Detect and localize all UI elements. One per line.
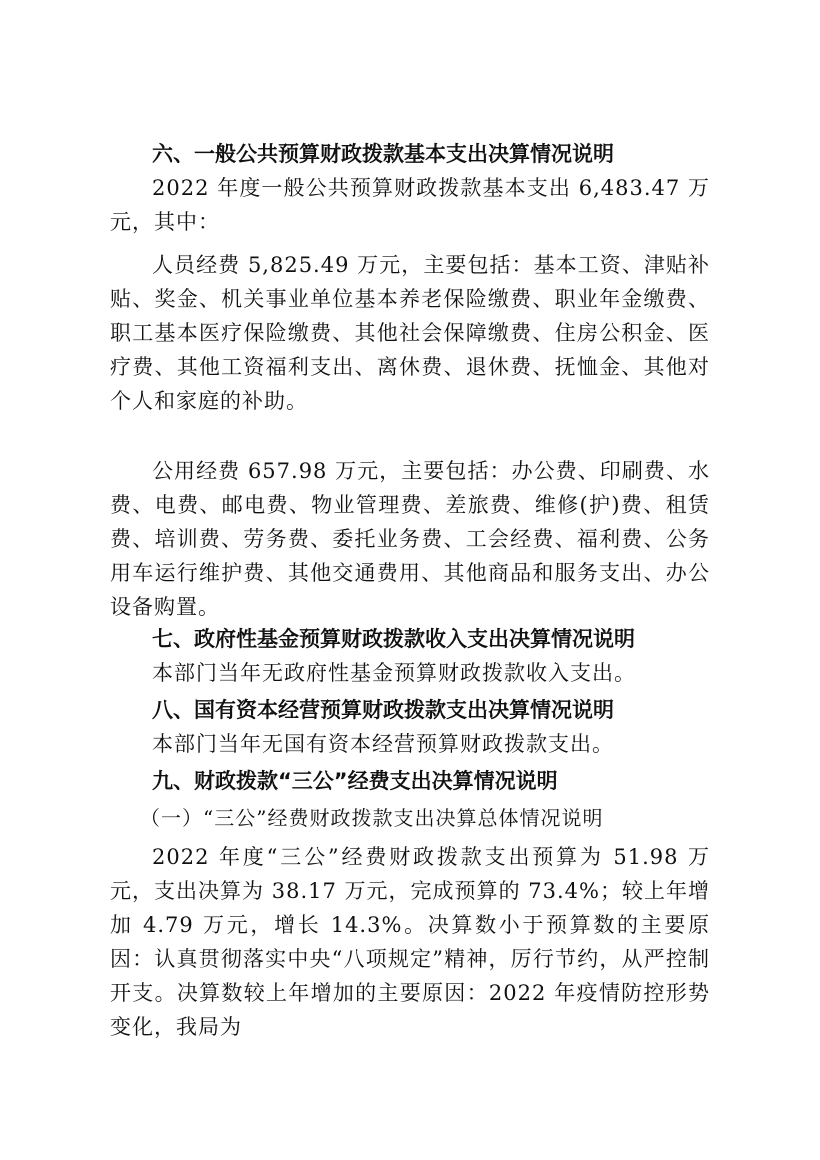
- section-6-paragraph-personnel: 人员经费 5,825.49 万元，主要包括：基本工资、津贴补贴、奖金、机关事业单位基本养老保险缴费、职业年金缴费、职工基本医疗保险缴费、其他社会保障缴费、住房公积金、医疗费、其他工资福利支出、离休费、退休费、抚恤金、其他对个人和家庭的补助。: [110, 253, 710, 413]
- section-9-heading: 九、财政拨款“三公”经费支出决算情况说明: [152, 769, 558, 793]
- section-7-heading: 七、政府性基金预算财政拨款收入支出决算情况说明: [152, 627, 635, 651]
- section-9-paragraph: 2022 年度“三公”经费财政拨款支出预算为 51.98 万元，支出决算为 38.17 万元，完成预算的 73.4%；较上年增加 4.79 万元，增长 14.3%。决算数小于预算数的主要原因：认真贯彻落实中央“八项规定”精神，厉行节约，从严控制开支。决算数较上年增加的主要原因：2022 年疫情防控形势变化，我局为: [110, 845, 710, 1039]
- section-7-paragraph: 本部门当年无政府性基金预算财政拨款收入支出。: [152, 661, 636, 685]
- section-8-paragraph: 本部门当年无国有资本经营预算财政拨款支出。: [152, 732, 614, 756]
- section-8-heading: 八、国有资本经营预算财政拨款支出决算情况说明: [152, 698, 614, 722]
- section-6-paragraph-public: 公用经费 657.98 万元，主要包括：办公费、印刷费、水费、电费、邮电费、物业管理费、差旅费、维修(护)费、租赁费、培训费、劳务费、委托业务费、工会经费、福利费、公务用车运行维护费、其他交通费用、其他商品和服务支出、办公设备购置。: [110, 459, 710, 619]
- section-6-paragraph-total: 2022 年度一般公共预算财政拨款基本支出 6,483.47 万元，其中：: [110, 176, 710, 234]
- section-9-subheading: （一）“三公”经费财政拨款支出决算总体情况说明: [140, 806, 604, 830]
- section-6-heading: 六、一般公共预算财政拨款基本支出决算情况说明: [152, 142, 614, 166]
